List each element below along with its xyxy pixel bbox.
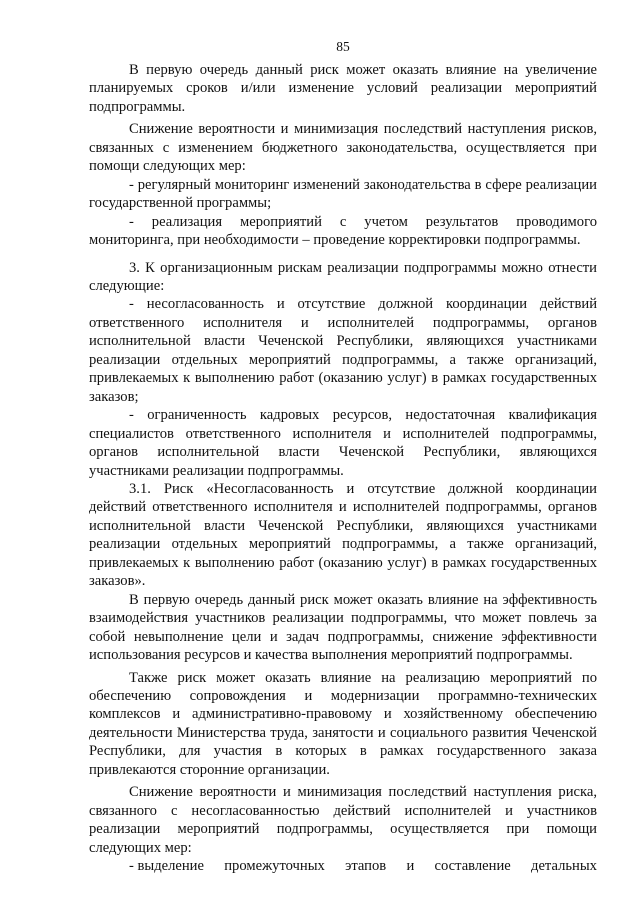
paragraph-risk-3-1: 3.1. Риск «Несогласованность и отсутствие должной координации действий ответственного исполнителя и исполнителей подпрограммы, органов исполнительной власти Чеченской Республики, являющихся участниками реализации отдельных мероприятий подпрограммы, а также организаций, привлекаемых к выполнению работ (оказанию услуг) в рамках государственных заказов». [89,480,597,590]
list-item-monitoring: - регулярный мониторинг изменений законодательства в сфере реализации государственной программы; [89,176,597,212]
tail-word: детальных [531,858,597,875]
list-item-staffing: - ограниченность кадровых ресурсов, недостаточная квалификация специалистов ответственного исполнителя и исполнителей подпрограммы, органов исполнительной власти Чеченской Республики, являющихся участниками реализации подпрограммы. [89,407,597,479]
paragraph-risk-intro: В первую очередь данный риск может оказать влияние на увеличение планируемых сроков и/или изменение условий реализации мероприятий подпрограммы. [89,62,597,115]
tail-word: составление [434,858,511,875]
list-item-corrections: - реализация мероприятий с учетом результатов проводимого мониторинга, при необходимости – проведение корректировки подпрограммы. [89,213,597,249]
paragraph-mitigation-measures: Снижение вероятности и минимизация последствий наступления риска, связанного с несогласованностью действий исполнителей и участников реализации мероприятий подпрограммы, осуществляется при помощи следующих мер: [89,784,597,856]
list-item-coordination: - несогласованность и отсутствие должной координации действий ответственного исполнителя и исполнителей подпрограммы, органов исполнительной власти Чеченской Республики, являющихся участниками реализации отдельных мероприятий подпрограммы, а также организаций, привлекаемых к выполнению работ (оказанию услуг) в рамках государственных заказов; [89,296,597,405]
list-item-stages [89,857,597,875]
tail-word: - выделение [129,858,204,875]
body-text [89,61,597,875]
tail-word: и [406,858,415,875]
paragraph-risk-mitigation: Снижение вероятности и минимизация последствий наступления рисков, связанных с изменением бюджетного законодательства, осуществляется при помощи следующих мер: [89,121,597,175]
tail-word: промежуточных [224,858,325,875]
page-number: 85 [336,39,350,54]
tail-word: этапов [345,858,387,875]
paragraph-risk-also: Также риск может оказать влияние на реализацию мероприятий по обеспечению сопровождения и модернизации программно-технических комплексов и административно-правовому и хозяйственному обеспечению деятельности Министерства труда, занятости и социального развития Чеченской Республики, для участия в которых в рамках государственного заказа привлекаются сторонние организации. [89,669,597,778]
paragraph-organizational-risks: 3. К организационным рискам реализации подпрограммы можно отнести следующие: [89,259,597,294]
paragraph-risk-effect: В первую очередь данный риск может оказать влияние на эффективность взаимодействия участников реализации подпрограммы, что может повлечь за собой невыполнение цели и задач подпрограммы, снижение эффективности использования ресурсов и качества выполнения мероприятий подпрограммы. [89,591,597,664]
